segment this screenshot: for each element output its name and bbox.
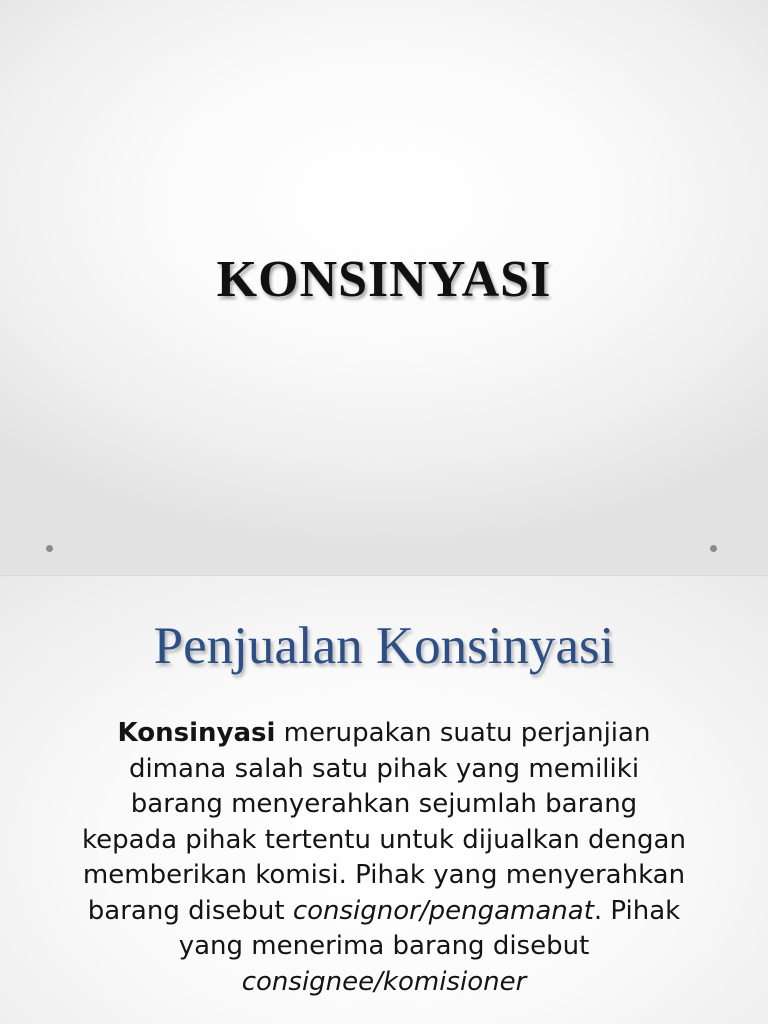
body-text-part-1: merupakan suatu perjanjian dimana salah satu pihak yang memiliki barang menyerahkan sejumlah barang kepada pihak tertentu untuk dijualkan dengan memberikan komisi. Pihak yang menyerahkan barang disebut [82, 718, 686, 926]
bullet-dot-icon [710, 545, 717, 552]
body-text-part-2: . Pihak yang menerima barang disebut [178, 895, 681, 961]
slide-heading: Penjualan Konsinyasi [153, 617, 615, 675]
term-konsinyasi: Konsinyasi [117, 718, 276, 748]
term-consignor: consignor/pengamanat [292, 895, 594, 926]
slide-body-text [80, 716, 688, 1000]
slide-title: KONSINYASI [216, 251, 552, 308]
bullet-dot-icon [46, 545, 53, 552]
content-slide [0, 576, 768, 1024]
term-consignee: consignee/komisioner [241, 966, 527, 997]
